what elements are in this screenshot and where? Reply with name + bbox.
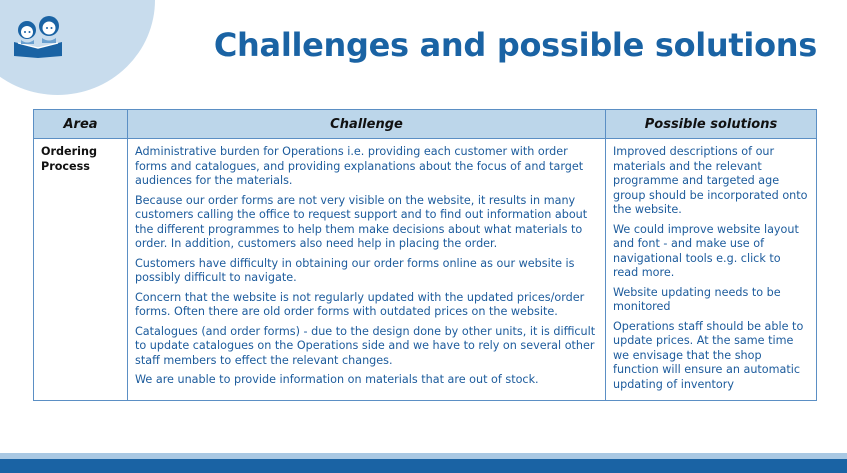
solution-item: Website updating needs to be monitored [613,285,781,313]
challenge-item: Catalogues (and order forms) - due to the design done by other units, it is difficult to update catalogues on the Operations side and we have to rely on several other staff members to effect the relevant changes. [135,324,596,367]
header-challenge: Challenge [128,110,606,139]
challenge-item: Customers have difficulty in obtaining our order forms online as our website is possibly difficult to navigate. [135,256,575,284]
challenge-cell [128,139,606,401]
table-row [34,139,817,401]
solution-item: We could improve website layout and font - and make use of navigational tools e.g. click to read more. [613,222,799,279]
challenge-item: Concern that the website is not regularly updated with the updated prices/order forms. Often there are old order forms with outdated prices on the website. [135,290,585,318]
table-header-row [34,110,817,139]
challenge-item: Administrative burden for Operations i.e. providing each customer with order forms and catalogues, and providing explanations about the focus of and target audiences for the materials. [135,145,584,187]
solutions-cell [606,139,817,401]
page-title: Challenges and possible solutions [213,26,817,64]
area-cell [34,139,128,401]
footer-band-dark [0,459,847,473]
solution-item: Improved descriptions of our materials and the relevant programme and targeted age group should be incorporated onto the website. [613,145,808,216]
challenge-item: We are unable to provide information on materials that are out of stock. [135,373,539,386]
challenge-item: Because our order forms are not very visible on the website, it results in many customers calling the office to request support and to find out information about the different programmes to help them make decisions about what materials to order. In addition, customers also need help in placing the order. [135,193,588,250]
solution-item: Operations staff should be able to update prices. At the same time we envisage that the shop function will ensure an automatic updating of inventory [613,319,804,391]
header-area: Area [34,110,128,139]
challenges-table [33,109,817,401]
header-solutions: Possible solutions [606,110,817,139]
area-label: Ordering Process [41,145,97,173]
